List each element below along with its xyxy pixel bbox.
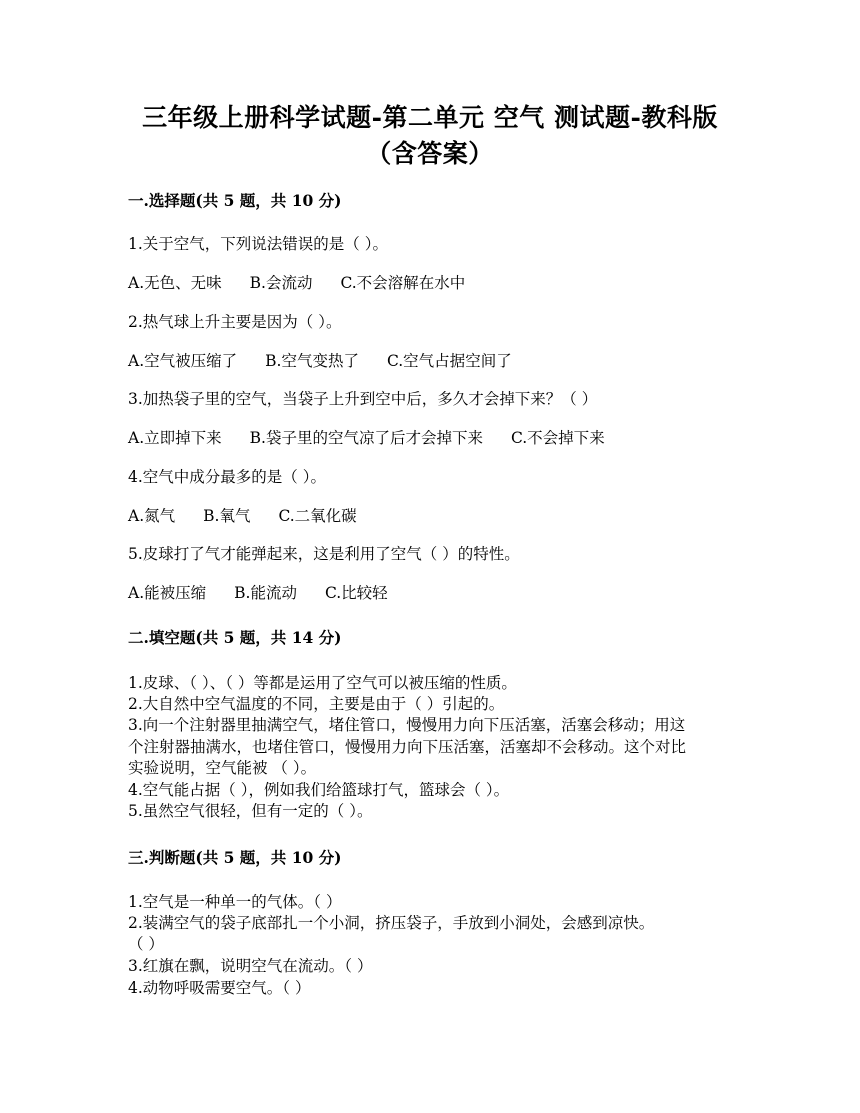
option-c: C.二氧化碳 <box>278 507 357 525</box>
option-c: C.空气占据空间了 <box>386 352 512 370</box>
answer-options <box>128 351 512 371</box>
question-text: 2.热气球上升主要是因为（ ）。 <box>128 313 342 331</box>
option-a: A.空气被压缩了 <box>128 352 238 370</box>
fill-line: 5.虽然空气很轻，但有一定的（ ）。 <box>128 802 373 820</box>
option-a: A.立即掉下来 <box>128 429 222 447</box>
document-title-suffix: （含答案） <box>366 139 494 168</box>
option-b: B.袋子里的空气凉了后才会掉下来 <box>249 429 483 447</box>
document-title: 三年级上册科学试题-第二单元 空气 测试题-教科版 <box>142 103 718 132</box>
option-a: A.能被压缩 <box>128 584 207 602</box>
question-text: 3.加热袋子里的空气，当袋子上升到空中后，多久才会掉下来？（ ） <box>128 390 598 408</box>
fill-line: 4.空气能占据（ ），例如我们给篮球打气，篮球会（ ）。 <box>128 781 510 799</box>
option-a: A.无色、无味 <box>128 274 222 292</box>
fill-line: 实验说明，空气能被 （ ）。 <box>128 759 317 777</box>
section-heading-choice: 一.选择题(共 5 题，共 10 分) <box>128 191 342 210</box>
section-heading-judge: 三.判断题(共 5 题，共 10 分) <box>128 848 342 867</box>
option-c: C.比较轻 <box>324 584 388 602</box>
fill-line: 个注射器抽满水，也堵住管口，慢慢用力向下压活塞，活塞却不会移动。这个对比 <box>128 738 687 756</box>
judge-line: 4.动物呼吸需要空气。（ ） <box>128 979 311 997</box>
question-text: 1.关于空气，下列说法错误的是（ ）。 <box>128 235 388 253</box>
option-b: B.氧气 <box>203 507 251 525</box>
judge-line: （ ） <box>128 935 164 953</box>
option-c: C.不会掉下来 <box>510 429 605 447</box>
answer-options <box>128 583 388 603</box>
section-heading-fill: 二.填空题(共 5 题，共 14 分) <box>128 628 342 647</box>
fill-line: 3.向一个注射器里抽满空气，堵住管口，慢慢用力向下压活塞，活塞会移动；用这 <box>128 716 686 734</box>
option-c: C.不会溶解在水中 <box>340 274 466 292</box>
judge-line: 2.装满空气的袋子底部扎一个小洞，挤压袋子，手放到小洞处，会感到凉快。 <box>128 914 655 932</box>
judge-line: 1.空气是一种单一的气体。（ ） <box>128 893 342 911</box>
fill-line: 2.大自然中空气温度的不同，主要是由于（ ）引起的。 <box>128 695 505 713</box>
option-a: A.氮气 <box>128 507 176 525</box>
option-b: B.空气变热了 <box>265 352 359 370</box>
answer-options <box>128 506 357 526</box>
answer-options <box>128 273 465 293</box>
question-text: 5.皮球打了气才能弹起来，这是利用了空气（ ）的特性。 <box>128 545 520 563</box>
option-b: B.会流动 <box>249 274 313 292</box>
judge-line: 3.红旗在飘，说明空气在流动。（ ） <box>128 957 373 975</box>
question-text: 4.空气中成分最多的是（ ）。 <box>128 468 326 486</box>
fill-line: 1.皮球、（ ）、（ ）等都是运用了空气可以被压缩的性质。 <box>128 674 517 692</box>
option-b: B.能流动 <box>234 584 297 602</box>
answer-options <box>128 428 605 448</box>
